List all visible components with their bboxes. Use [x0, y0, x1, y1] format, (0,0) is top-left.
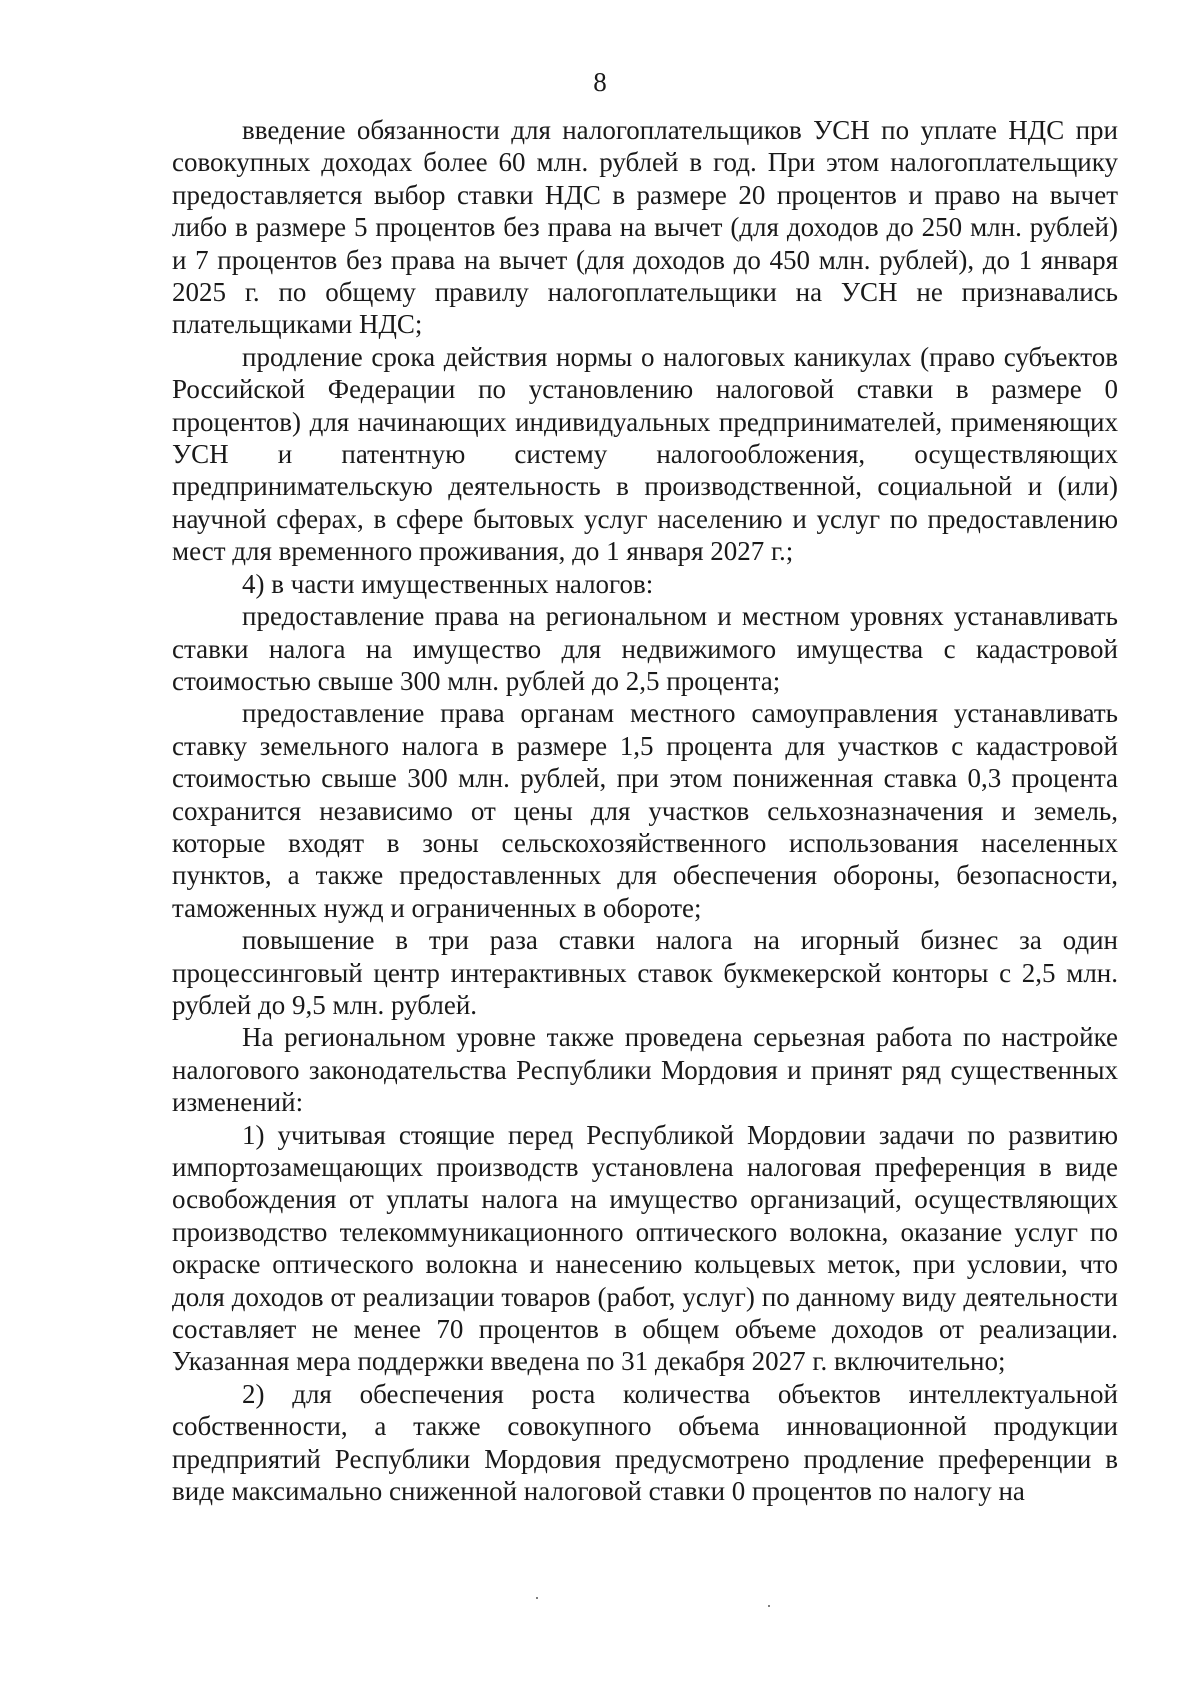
page-number: 8	[593, 67, 607, 97]
paragraph-land-tax: предоставление права органам местного самоуправления устанавливать ставку земельного налога в размере 1,5 процента для участков с кадастровой стоимостью свыше 300 млн. рублей, при этом пониженная ставка 0,3 процента сохранится независимо от цены для участков сельхозназначения и земель, которые входят в зоны сельскохозяйственного использования населенных пунктов, а также предоставленных для обеспечения обороны, безопасности, таможенных нужд и ограниченных в обороте;	[172, 698, 1118, 923]
paragraph-usn-vat: введение обязанности для налогоплательщиков УСН по уплате НДС при совокупных доходах более 60 млн. рублей в год. При этом налогоплательщику предоставляется выбор ставки НДС в размере 20 процентов и право на вычет либо в размере 5 процентов без права на вычет (для доходов до 250 млн. рублей) и 7 процентов без права на вычет (для доходов до 450 млн. рублей), до 1 января 2025 г. по общему правилу налогоплательщики на УСН не признавались плательщиками НДС;	[172, 115, 1118, 340]
paragraph-regional-level: На региональном уровне также проведена серьезная работа по настройке налогового законодательства Республики Мордовия и принят ряд существенных изменений:	[172, 1022, 1118, 1118]
paragraph-property-tax-rate: предоставление права на региональном и местном уровнях устанавливать ставки налога на имущество для недвижимого имущества с кадастровой стоимостью свыше 300 млн. рублей до 2,5 процента;	[172, 601, 1118, 696]
paragraph-tax-holidays: продление срока действия нормы о налоговых каникулах (право субъектов Российской Федерации по установлению налоговой ставки в размере 0 процентов) для начинающих индивидуальных предпринимателей, применяющих УСН и патентную систему налогообложения, осуществляющих предпринимательскую деятельность в производственной, социальной и (или) научной сферах, в сфере бытовых услуг населению и услуг по предоставлению мест для временного проживания, до 1 января 2027 г.;	[172, 341, 1118, 567]
paragraph-gambling-tax: повышение в три раза ставки налога на игорный бизнес за один процессинговый центр интерактивных ставок букмекерской конторы с 2,5 млн. рублей до 9,5 млн. рублей.	[172, 925, 1118, 1020]
document-body	[172, 114, 1118, 1507]
paragraph-intellectual-property: 2) для обеспечения роста количества объектов интеллектуальной собственности, а также совокупного объема инновационной продукции предприятий Республики Мордовия предусмотрено продление преференции в виде максимально сниженной налоговой ставки 0 процентов по налогу на	[172, 1378, 1118, 1507]
paragraph-optical-fiber: 1) учитывая стоящие перед Республикой Мордовии задачи по развитию импортозамещающих производств установлена налоговая преференция в виде освобождения от уплаты налога на имущество организаций, осуществляющих производство телекоммуникационного оптического волокна, оказание услуг по окраске оптического волокна и нанесению кольцевых меток, при условии, что доля доходов от реализации товаров (работ, услуг) по данному виду деятельности составляет не менее 70 процентов в общем объеме доходов от реализации. Указанная мера поддержки введена по 31 декабря 2027 г. включительно;	[172, 1119, 1118, 1377]
scan-speck	[768, 1605, 770, 1607]
scan-speck	[536, 1597, 538, 1599]
paragraph-property-taxes-heading: 4) в части имущественных налогов:	[242, 568, 654, 599]
